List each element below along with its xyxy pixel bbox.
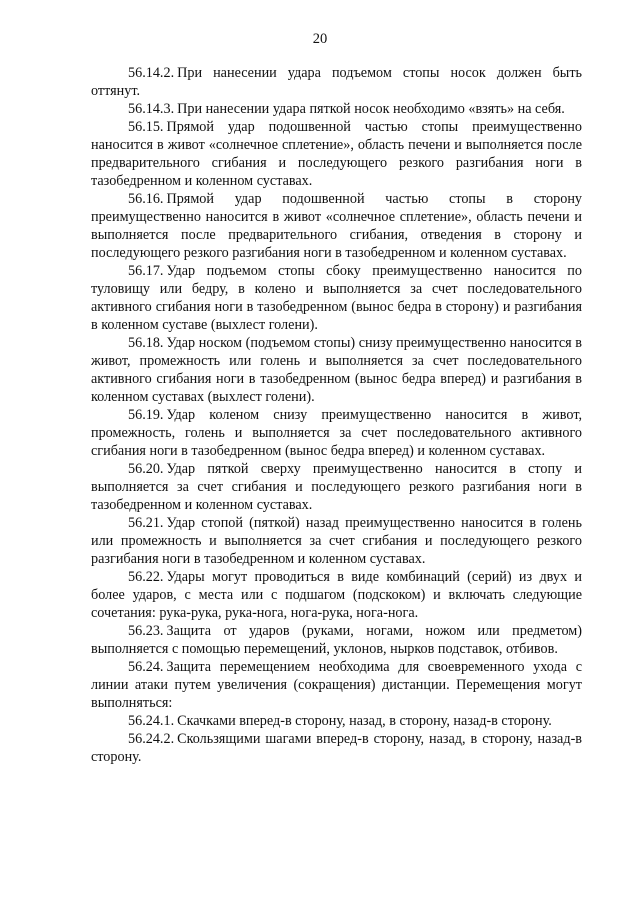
paragraph-text: Удар коленом снизу преимущественно наносится в живот, промежность, голень и выполняется за счет последовательного активного сгибания ноги в тазобедренном (вынос бедра вперед) и коленном суставах. xyxy=(91,407,582,459)
document-body xyxy=(91,64,582,766)
paragraph-number: 56.23. xyxy=(128,623,164,639)
paragraph-number: 56.20. xyxy=(128,461,164,477)
paragraph xyxy=(91,190,582,262)
paragraph xyxy=(91,262,582,334)
paragraph-number: 56.22. xyxy=(128,569,164,585)
paragraph xyxy=(91,730,582,766)
paragraph xyxy=(91,658,582,712)
paragraph xyxy=(91,712,582,730)
paragraph-number: 56.14.2. xyxy=(128,65,175,81)
paragraph-text: Скользящими шагами вперед-в сторону, назад, в сторону, назад-в сторону. xyxy=(91,731,582,765)
paragraph-number: 56.21. xyxy=(128,515,164,531)
paragraph-number: 56.18. xyxy=(128,335,164,351)
paragraph-text: При нанесении удара пяткой носок необходимо «взять» на себя. xyxy=(177,101,565,117)
paragraph-text: Удар носком (подъемом стопы) снизу преимущественно наносится в живот, промежность или голень и выполняется за счет последовательного активного сгибания ноги в тазобедренном (вынос бедра вперед) и разгибания в коленном суставах (выхлест голени). xyxy=(91,335,582,405)
paragraph-text: При нанесении удара подъемом стопы носок должен быть оттянут. xyxy=(91,65,582,99)
paragraph-number: 56.24.2. xyxy=(128,731,175,747)
paragraph-text: Удар стопой (пяткой) назад преимущественно наносится в голень или промежность и выполняется за счет сгибания и последующего резкого разгибания ноги в тазобедренном и коленном суставах. xyxy=(91,515,582,567)
paragraph-text: Удар подъемом стопы сбоку преимущественно наносится по туловищу или бедру, в колено и выполняется за счет последовательного активного сгибания ноги в тазобедренном (вынос бедра в сторону) и разгибания в коленном суставе (выхлест голени). xyxy=(91,263,582,333)
paragraph-text: Прямой удар подошвенной частью стопы преимущественно наносится в живот «солнечное сплетение», область печени и выполняется после предварительного сгибания и последующего резкого разгибания ноги в тазобедренном и коленном суставах. xyxy=(91,119,582,189)
paragraph-number: 56.15. xyxy=(128,119,164,135)
paragraph-text: Прямой удар подошвенной частью стопы в сторону преимущественно наносится в живот «солнечное сплетение», область печени и выполняется после предварительного сгибания, отведения в сторону и последующего резкого разгибания ноги в тазобедренном и коленном суставах. xyxy=(91,191,582,261)
paragraph-number: 56.24. xyxy=(128,659,164,675)
paragraph-number: 56.16. xyxy=(128,191,164,207)
paragraph xyxy=(91,64,582,100)
page-number: 20 xyxy=(312,31,328,47)
paragraph xyxy=(91,514,582,568)
paragraph-text: Защита перемещением необходима для своевременного ухода с линии атаки путем увеличения (сокращения) дистанции. Перемещения могут выполняться: xyxy=(91,659,582,711)
paragraph xyxy=(91,406,582,460)
paragraph xyxy=(91,334,582,406)
paragraph xyxy=(91,568,582,622)
paragraph xyxy=(91,622,582,658)
paragraph-number: 56.14.3. xyxy=(128,101,175,117)
paragraph-number: 56.24.1. xyxy=(128,713,175,729)
paragraph xyxy=(91,460,582,514)
paragraph xyxy=(91,100,582,118)
paragraph xyxy=(91,118,582,190)
paragraph-text: Скачками вперед-в сторону, назад, в сторону, назад-в сторону. xyxy=(177,713,552,729)
paragraph-text: Удары могут проводиться в виде комбинаций (серий) из двух и более ударов, с места или с подшагом (подскоком) и включать следующие сочетания: рука-рука, рука-нога, нога-рука, нога-нога. xyxy=(91,569,582,621)
paragraph-text: Защита от ударов (руками, ногами, ножом или предметом) выполняется с помощью перемещений, уклонов, нырков подставок, отбивов. xyxy=(91,623,582,657)
paragraph-number: 56.17. xyxy=(128,263,164,279)
paragraph-number: 56.19. xyxy=(128,407,164,423)
paragraph-text: Удар пяткой сверху преимущественно наносится в стопу и выполняется за счет сгибания и последующего резкого разгибания ноги в тазобедренном и коленном суставах. xyxy=(91,461,582,513)
